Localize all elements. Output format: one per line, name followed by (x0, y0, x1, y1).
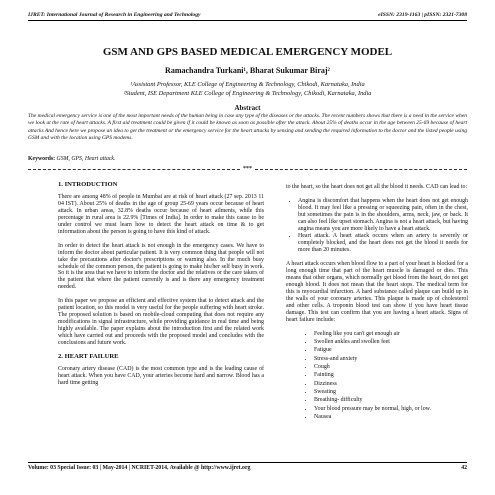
journal-name: IJRET: International Journal of Research in Engineering and Technology (28, 12, 201, 18)
abstract-heading: Abstract (234, 104, 261, 112)
header-rule (28, 20, 467, 21)
left-column (58, 182, 264, 394)
keywords-label: Keywords: (28, 156, 56, 162)
intro-paragraph-1: There are among 48% of people in Mumbai are at risk of heart attack (27 sep. 2013 11 04 IST). About 25% of deaths in the age of group 25-69 years occur because of heart attack. In urban areas, 32.8% deaths occur because of heart ailments, while this percentage in rural area is 22.9% [Times of India]. In order to make this cause to be under control we must learn how to detect the heart attack on time & to get information about the person is going to have this kind of attack. (58, 193, 264, 235)
list-item: • Nausea (314, 414, 468, 421)
list-item: • Your blood pressure may be normal, high, or low. (314, 406, 468, 413)
list-item: • Sweating (314, 389, 468, 396)
volume-info: Volume: 03 Special Issue: 03 | May-2014 | NCRIET-2014, Available @ http://www.ijret.org (28, 465, 251, 471)
list-item: • Dizziness (314, 381, 468, 388)
keywords-line (28, 156, 467, 162)
list-item: • Heart attack. A heart attack occurs when an artery is severely or completely blocked, and the heart does not get the blood it needs for more than 20 minutes. (298, 233, 468, 254)
list-item: • Breathing- difficulty (314, 397, 468, 404)
cad-bullet-list (286, 198, 468, 254)
list-item: • Fatigue (314, 347, 468, 354)
issn-info: eISSN: 2319-1163 | pISSN: 2321-7308 (378, 12, 467, 18)
separator-dash-left (28, 169, 240, 170)
keywords-value: GSM, GPS, Heart attack. (56, 156, 116, 162)
separator-dash-right (255, 169, 467, 170)
affiliation-2: ²Student, ISE Department KLE College of Engineering & Technology, Chikodi, Karnataka, India (123, 90, 372, 97)
right-column (286, 184, 468, 422)
footer-rule (28, 462, 467, 463)
paper-authors: Ramachandra Turkani¹, Bharat Sukumar Biraj² (165, 66, 330, 75)
list-item: • Cough (314, 364, 468, 371)
intro-paragraph-3: In this paper we propose an efficient and effective system that to detect attack and the patient location, so this model is very useful for the people suffering with heart stroke. The proposed solution is based on mobile-cloud computing that does not require any modifications in signal infrastructure, while providing guidance in real time and being highly available. The paper explains about the introduction first and the related work which have carried out and proceeds with the proposed model and concludes with the conclusions and future work. (58, 298, 264, 347)
heart-attack-paragraph: A heart attack occurs when blood flow to a part of your heart is blocked for a long enough time that part of the heart muscle is damaged or dies. This means that other organs, which normally get blood from the heart, do not get enough blood. It does not mean that the heart stops. The medical term for this is myocardial infarction. A hard substance called plaque can build up in the walls of your coronary arteries. This plaque is made up of cholesterol and other cells. A troponin blood test can show if you have heart tissue damage. This test can confirm that you are having a heart attack. Signs of heart failure include: (286, 261, 468, 323)
list-item: • Angina is discomfort that happens when the heart does not get enough blood. It may feel like a pressing or squeezing pain, often in the chest, but sometimes the pain is in the shoulders, arms, neck, jaw, or back. It can also feel like upset stomach. Angina is not a heart attack, but having angina means you are more likely to have a heart attack. (298, 198, 468, 233)
introduction-heading: 1. INTRODUCTION (58, 181, 118, 188)
list-item: • Feeling like you can't get enough air (314, 331, 468, 338)
section-separator (28, 166, 467, 172)
list-item: • Fainting (314, 372, 468, 379)
separator-stars: *** (243, 166, 252, 172)
abstract-text: The medical emergency service is one of the most important needs of the human being in case any type of the diseases or the attacks. The recent numbers shows that there is a need in the service when we look at the rate of heart attacks. A first aid treatment could be given if it could be known as soon as possible after the attack. About 25% of deaths occur in the age between 25-69 because of heart attacks And hence here we propose an idea to get the treatment or the emergency service for the heart attacks by sensing and sending the required information to the doctor and the listed people using GSM and with the location using GPS modems. (28, 113, 467, 141)
heart-failure-paragraph: Coronary artery disease (CAD) is the most common type and is the leading cause of heart attack. When you have CAD, your arteries become hard and narrow. Blood has a hard time getting (58, 365, 264, 386)
author-affiliations (28, 80, 467, 98)
list-item: • Stress-and anxiety (314, 356, 468, 363)
heart-failure-heading: 2. HEART FAILURE (58, 353, 119, 361)
affiliation-1: ¹Assistant Professor, KLE College of Engineering & Technology, Chikodi, Karnataka, India (130, 81, 365, 88)
page-footer (28, 465, 467, 471)
list-item: • Swollen ankles and swollen feet (314, 339, 468, 346)
running-header (28, 12, 467, 18)
symptom-list (286, 331, 468, 421)
page-number: 42 (461, 465, 467, 471)
intro-paragraph-2: In order to detect the heart attack is not enough in the emergency cases. We have to inform the doctor about particular patient. It is very common thing that people will not take the precautions after doctor's prescriptions or warning also. In the much busy schedule of the common person, the patient is going to make his/her self busy in work. So it is the area that we have to inform the doctor and the relatives or the care takers of the patient that where the patient currently is and is there any emergency treatment needed. (58, 242, 264, 291)
paper-title: GSM AND GPS BASED MEDICAL EMERGENCY MODEL (102, 46, 393, 58)
cad-paragraph: to the heart, so the heart does not get all the blood it needs. CAD can lead to: (286, 184, 468, 190)
